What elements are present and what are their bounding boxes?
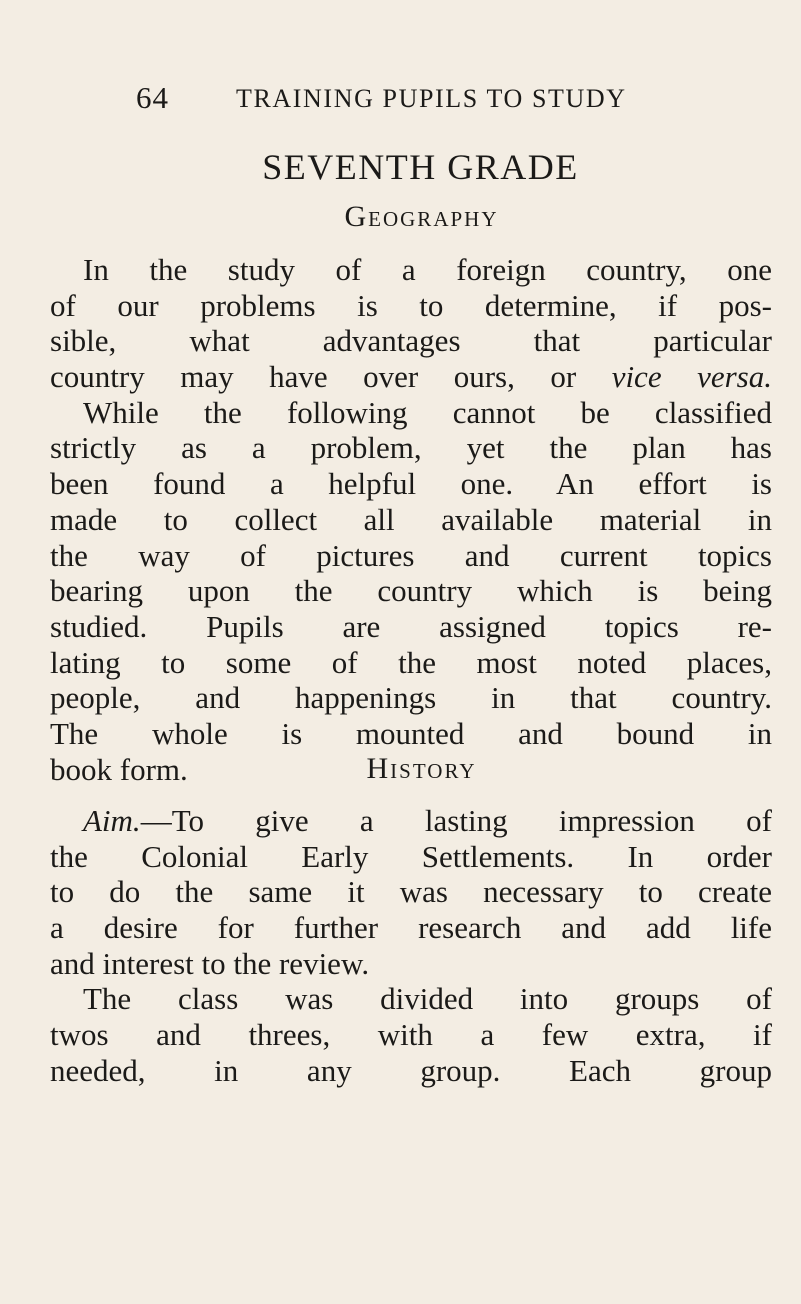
paragraph-line: In the study of a foreign country, one	[83, 252, 772, 287]
paragraph-line: to do the same it was necessary to create	[50, 874, 772, 910]
page-number: 64	[136, 80, 169, 115]
paragraph-line: the Colonial Early Settlements. In order	[50, 838, 772, 874]
section-heading-history: History	[366, 752, 477, 785]
paragraph-line: twos and threes, with a few extra, if	[50, 1017, 772, 1053]
running-title: TRAINING PUPILS TO STUDY	[236, 84, 627, 113]
paragraph-line: strictly as a problem, yet the plan has	[50, 430, 772, 466]
italic-phrase: vice versa.	[611, 359, 772, 395]
paragraph-line: book form.	[50, 751, 188, 787]
paragraph-line: and interest to the review.	[50, 945, 370, 981]
running-head	[136, 80, 696, 120]
paragraph-line: lating to some of the most noted places,	[50, 644, 772, 680]
paragraph-line: studied. Pupils are assigned topics re-	[50, 608, 772, 644]
paragraph-line: of our problems is to determine, if pos-	[50, 287, 772, 323]
paragraph-line: The class was divided into groups of	[83, 981, 772, 1017]
geography-text	[50, 252, 772, 787]
paragraph-line	[50, 359, 772, 395]
paragraph-line: sible, what advantages that particular	[50, 323, 772, 359]
paragraph-line: a desire for further research and add life	[50, 910, 772, 946]
paragraph-line: been found a helpful one. An effort is	[50, 466, 772, 502]
paragraph-line: The whole is mounted and bound in	[50, 715, 772, 751]
line-text: country may have over ours, or	[50, 359, 612, 395]
line-text: —To give a lasting impression of	[140, 803, 772, 838]
paragraph-line: people, and happenings in that country.	[50, 680, 772, 716]
history-text	[50, 803, 772, 1089]
paragraph-line: bearing upon the country which is being	[50, 573, 772, 609]
chapter-heading: SEVENTH GRADE	[262, 147, 579, 187]
italic-phrase: Aim.	[83, 803, 141, 838]
paragraph-line: needed, in any group. Each group	[50, 1052, 772, 1088]
paragraph-line: made to collect all available material in	[50, 501, 772, 537]
section-heading-geography: Geography	[344, 200, 499, 233]
paragraph-line: the way of pictures and current topics	[50, 537, 772, 573]
paragraph-line: While the following cannot be classified	[83, 394, 772, 430]
paragraph-line	[50, 803, 772, 839]
